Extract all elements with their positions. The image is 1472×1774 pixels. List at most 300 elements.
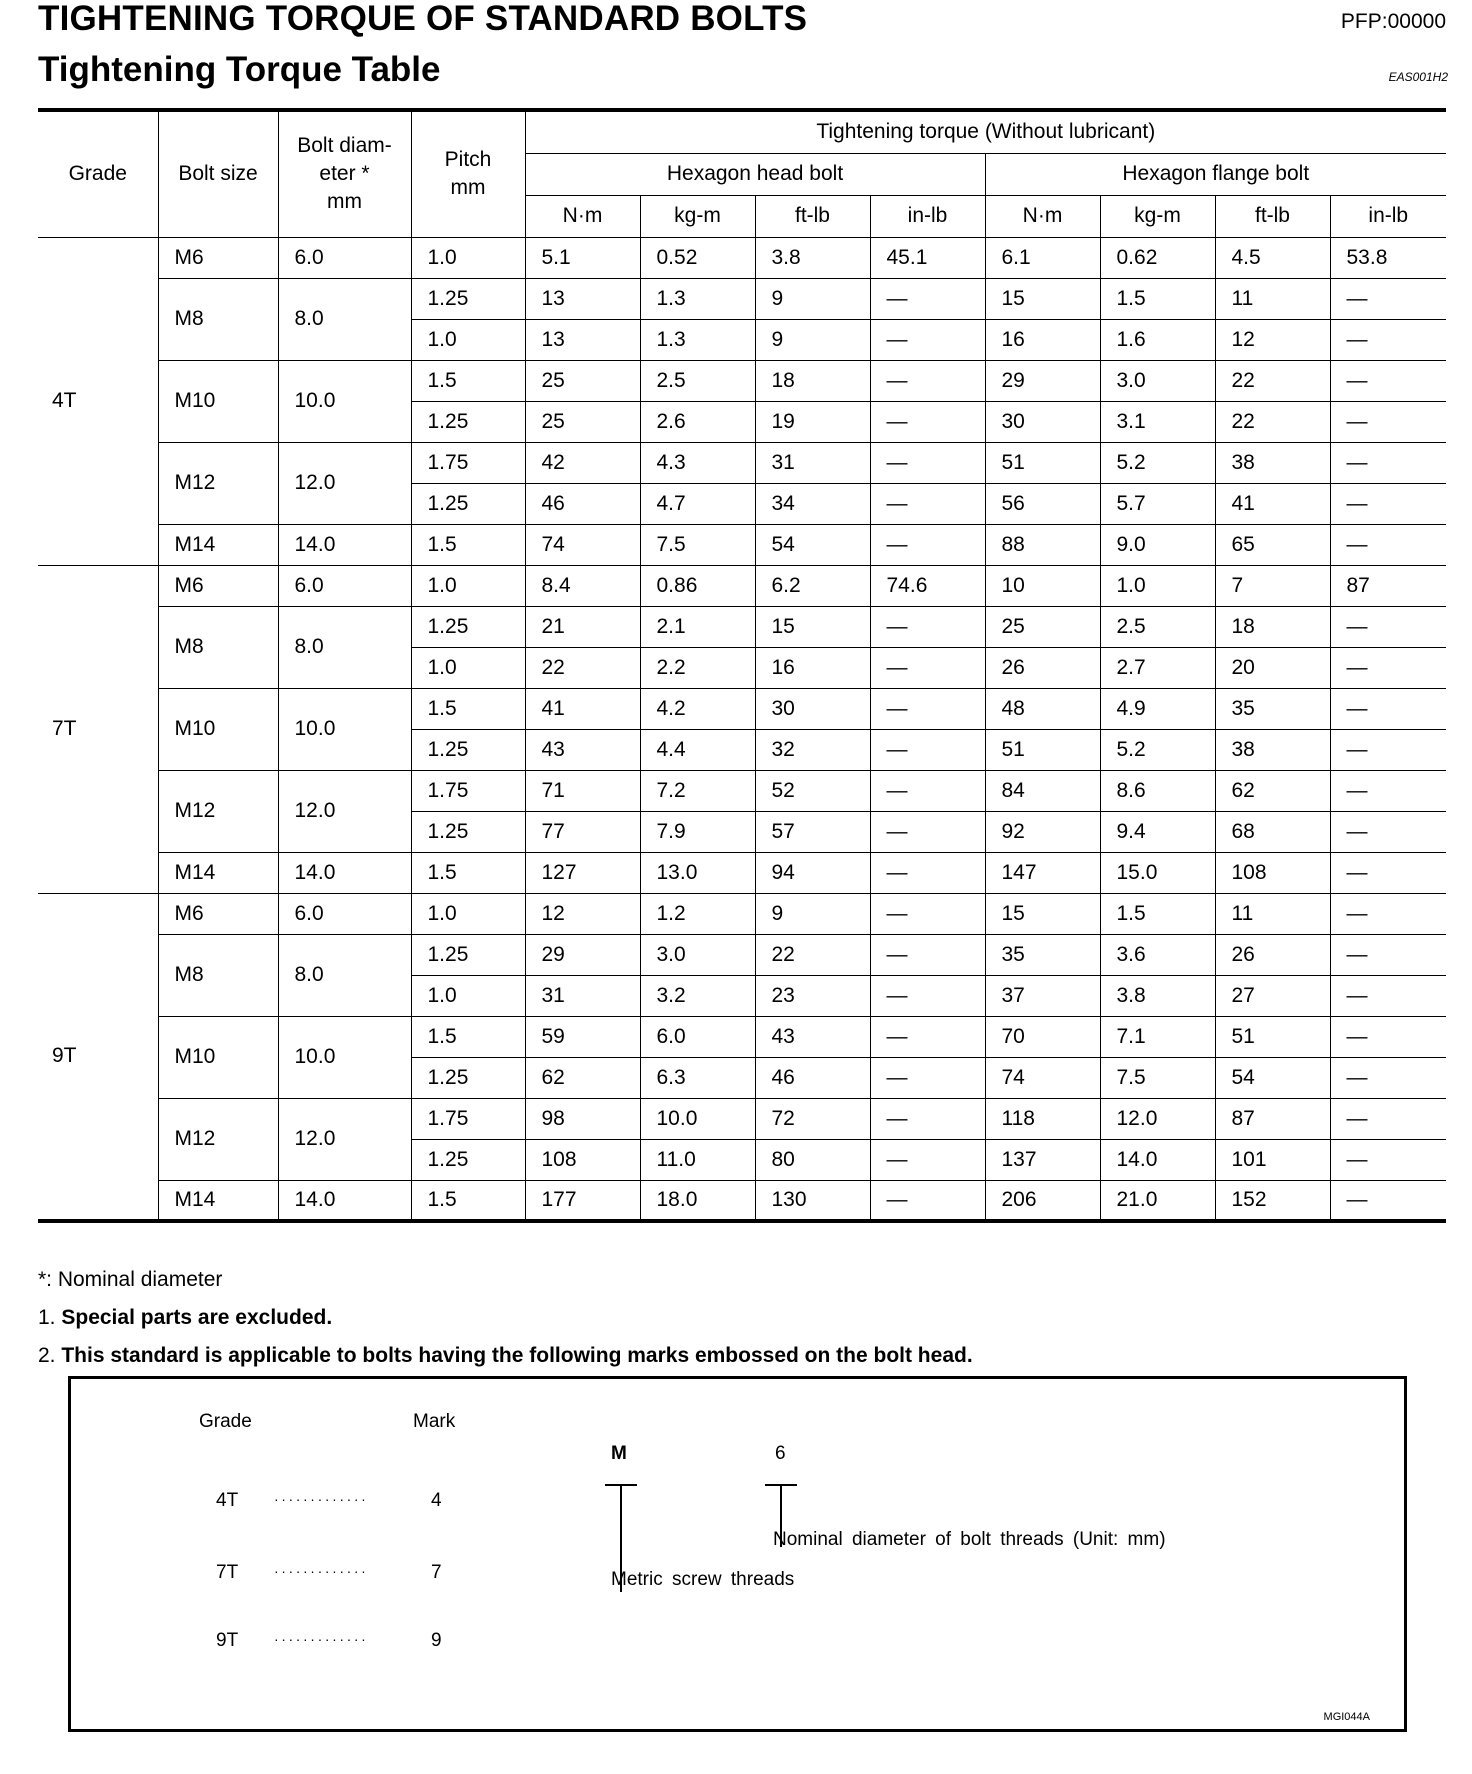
- torque-table-head: [38, 110, 1446, 237]
- torque-value-cell: 16: [755, 647, 870, 688]
- header-bolt-size: Bolt size: [158, 110, 278, 237]
- note-2-number: 2.: [38, 1344, 56, 1367]
- note-2: [38, 1344, 973, 1368]
- torque-value-cell: 74: [985, 1057, 1100, 1098]
- torque-value-cell: 29: [525, 934, 640, 975]
- pitch-cell: 1.25: [411, 401, 525, 442]
- figure-mark-4: 4: [431, 1490, 442, 1511]
- pitch-cell: 1.5: [411, 524, 525, 565]
- torque-value-cell: 25: [525, 360, 640, 401]
- torque-value-cell: 3.6: [1100, 934, 1215, 975]
- table-row: [38, 688, 1446, 729]
- torque-value-cell: 30: [755, 688, 870, 729]
- bolt-size-cell: M6: [158, 565, 278, 606]
- torque-value-cell: 62: [1215, 770, 1330, 811]
- bolt-diameter-cell: 10.0: [278, 1016, 411, 1098]
- pitch-cell: 1.25: [411, 483, 525, 524]
- torque-value-cell: 12: [1215, 319, 1330, 360]
- bolt-size-cell: M10: [158, 360, 278, 442]
- bolt-size-cell: M12: [158, 442, 278, 524]
- torque-value-cell: —: [1330, 688, 1446, 729]
- figure-grade-4t: 4T: [216, 1490, 239, 1511]
- torque-value-cell: 5.2: [1100, 442, 1215, 483]
- torque-value-cell: 11.0: [640, 1139, 755, 1180]
- pitch-cell: 1.25: [411, 1057, 525, 1098]
- torque-value-cell: 15: [755, 606, 870, 647]
- torque-value-cell: 15.0: [1100, 852, 1215, 893]
- bolt-diameter-cell: 8.0: [278, 278, 411, 360]
- torque-value-cell: 35: [985, 934, 1100, 975]
- bolt-diameter-cell: 8.0: [278, 606, 411, 688]
- pitch-cell: 1.0: [411, 893, 525, 934]
- figure-leader-lines: [71, 1379, 1404, 1729]
- torque-value-cell: 9: [755, 278, 870, 319]
- bolt-size-cell: M8: [158, 934, 278, 1016]
- table-row: [38, 524, 1446, 565]
- torque-value-cell: —: [1330, 770, 1446, 811]
- torque-value-cell: 108: [1215, 852, 1330, 893]
- torque-value-cell: —: [1330, 1016, 1446, 1057]
- torque-value-cell: —: [1330, 852, 1446, 893]
- bolt-diameter-cell: 14.0: [278, 524, 411, 565]
- pitch-cell: 1.25: [411, 1139, 525, 1180]
- torque-value-cell: —: [870, 360, 985, 401]
- torque-value-cell: 32: [755, 729, 870, 770]
- torque-value-cell: —: [870, 729, 985, 770]
- torque-value-cell: 2.5: [1100, 606, 1215, 647]
- torque-value-cell: 30: [985, 401, 1100, 442]
- pitch-cell: 1.0: [411, 647, 525, 688]
- pitch-cell: 1.0: [411, 237, 525, 278]
- figure-mark-header: Mark: [413, 1411, 456, 1432]
- grade-cell: 7T: [38, 565, 158, 893]
- torque-value-cell: 1.0: [1100, 565, 1215, 606]
- torque-value-cell: 27: [1215, 975, 1330, 1016]
- torque-value-cell: —: [1330, 1098, 1446, 1139]
- bolt-diameter-cell: 12.0: [278, 1098, 411, 1180]
- torque-value-cell: 51: [1215, 1016, 1330, 1057]
- bolt-size-cell: M8: [158, 606, 278, 688]
- torque-value-cell: 25: [985, 606, 1100, 647]
- torque-value-cell: 51: [985, 442, 1100, 483]
- pitch-cell: 1.5: [411, 852, 525, 893]
- bolt-mark-figure: [68, 1376, 1407, 1732]
- torque-value-cell: 31: [525, 975, 640, 1016]
- torque-value-cell: 3.8: [1100, 975, 1215, 1016]
- torque-value-cell: 57: [755, 811, 870, 852]
- torque-value-cell: 137: [985, 1139, 1100, 1180]
- torque-value-cell: —: [1330, 729, 1446, 770]
- torque-value-cell: 11: [1215, 278, 1330, 319]
- figure-grade-header: Grade: [199, 1411, 252, 1432]
- torque-value-cell: —: [870, 319, 985, 360]
- torque-value-cell: 21: [525, 606, 640, 647]
- torque-value-cell: —: [870, 442, 985, 483]
- torque-value-cell: —: [1330, 975, 1446, 1016]
- torque-value-cell: 10.0: [640, 1098, 755, 1139]
- torque-value-cell: 130: [755, 1180, 870, 1221]
- torque-value-cell: —: [1330, 606, 1446, 647]
- grade-cell: 4T: [38, 237, 158, 565]
- header-unit: ft-lb: [755, 195, 870, 237]
- torque-value-cell: 2.6: [640, 401, 755, 442]
- torque-value-cell: —: [1330, 319, 1446, 360]
- torque-value-cell: 29: [985, 360, 1100, 401]
- pitch-cell: 1.75: [411, 442, 525, 483]
- torque-value-cell: 87: [1215, 1098, 1330, 1139]
- grade-cell: 9T: [38, 893, 158, 1221]
- torque-value-cell: 77: [525, 811, 640, 852]
- torque-value-cell: —: [870, 852, 985, 893]
- bolt-diameter-cell: 10.0: [278, 360, 411, 442]
- torque-value-cell: 0.62: [1100, 237, 1215, 278]
- bolt-size-cell: M6: [158, 237, 278, 278]
- torque-value-cell: 0.52: [640, 237, 755, 278]
- torque-value-cell: 9.0: [1100, 524, 1215, 565]
- note-1-text: Special parts are excluded.: [61, 1306, 333, 1329]
- torque-value-cell: —: [1330, 442, 1446, 483]
- torque-value-cell: 26: [985, 647, 1100, 688]
- torque-value-cell: 22: [1215, 360, 1330, 401]
- torque-value-cell: 12: [525, 893, 640, 934]
- pitch-cell: 1.75: [411, 1098, 525, 1139]
- header-unit: N·m: [525, 195, 640, 237]
- torque-value-cell: 21.0: [1100, 1180, 1215, 1221]
- torque-value-cell: 35: [1215, 688, 1330, 729]
- torque-value-cell: 2.2: [640, 647, 755, 688]
- bolt-size-cell: M6: [158, 893, 278, 934]
- header-bolt-diameter-line1: Bolt diam-: [297, 134, 392, 158]
- torque-value-cell: 15: [985, 278, 1100, 319]
- torque-value-cell: 70: [985, 1016, 1100, 1057]
- torque-value-cell: 84: [985, 770, 1100, 811]
- header-unit: in-lb: [1330, 195, 1446, 237]
- table-row: [38, 1016, 1446, 1057]
- torque-value-cell: 98: [525, 1098, 640, 1139]
- torque-value-cell: 43: [525, 729, 640, 770]
- torque-value-cell: 6.1: [985, 237, 1100, 278]
- figure-leader-dots: ·············: [274, 1563, 369, 1579]
- figure-digit-6: 6: [775, 1443, 786, 1464]
- header-unit: kg-m: [1100, 195, 1215, 237]
- table-row: [38, 606, 1446, 647]
- torque-value-cell: 2.7: [1100, 647, 1215, 688]
- torque-value-cell: 80: [755, 1139, 870, 1180]
- torque-value-cell: —: [870, 278, 985, 319]
- pitch-cell: 1.25: [411, 278, 525, 319]
- torque-value-cell: —: [1330, 893, 1446, 934]
- torque-value-cell: 6.3: [640, 1057, 755, 1098]
- torque-value-cell: 9: [755, 319, 870, 360]
- header-grade: Grade: [38, 110, 158, 237]
- header-bolt-diameter: [278, 110, 411, 237]
- pitch-cell: 1.25: [411, 729, 525, 770]
- torque-value-cell: —: [870, 811, 985, 852]
- bolt-size-cell: M12: [158, 770, 278, 852]
- torque-value-cell: 13: [525, 278, 640, 319]
- torque-value-cell: 41: [525, 688, 640, 729]
- torque-value-cell: —: [870, 975, 985, 1016]
- header-hexagon-flange-bolt: Hexagon flange bolt: [985, 153, 1446, 195]
- torque-value-cell: 22: [755, 934, 870, 975]
- torque-value-cell: 1.2: [640, 893, 755, 934]
- figure-label-metric: Metric screw threads: [611, 1569, 795, 1590]
- torque-value-cell: 43: [755, 1016, 870, 1057]
- bolt-diameter-cell: 14.0: [278, 1180, 411, 1221]
- figure-leader-dots: ·············: [274, 1491, 369, 1507]
- header-unit: ft-lb: [1215, 195, 1330, 237]
- table-row: [38, 852, 1446, 893]
- torque-value-cell: 72: [755, 1098, 870, 1139]
- torque-value-cell: 56: [985, 483, 1100, 524]
- pitch-cell: 1.5: [411, 1016, 525, 1057]
- bolt-diameter-cell: 6.0: [278, 237, 411, 278]
- torque-value-cell: —: [870, 606, 985, 647]
- torque-value-cell: 2.1: [640, 606, 755, 647]
- torque-value-cell: —: [870, 770, 985, 811]
- table-row: [38, 565, 1446, 606]
- torque-value-cell: 4.5: [1215, 237, 1330, 278]
- pitch-cell: 1.0: [411, 565, 525, 606]
- bolt-size-cell: M8: [158, 278, 278, 360]
- torque-value-cell: 16: [985, 319, 1100, 360]
- figure-leader-dots: ·············: [274, 1631, 369, 1647]
- torque-value-cell: 7.5: [1100, 1057, 1215, 1098]
- torque-value-cell: —: [870, 1098, 985, 1139]
- torque-value-cell: 46: [525, 483, 640, 524]
- torque-value-cell: 7.5: [640, 524, 755, 565]
- figure-mark-7: 7: [431, 1562, 442, 1583]
- bolt-diameter-cell: 12.0: [278, 770, 411, 852]
- torque-value-cell: 1.3: [640, 319, 755, 360]
- torque-value-cell: 71: [525, 770, 640, 811]
- torque-value-cell: 127: [525, 852, 640, 893]
- torque-value-cell: 52: [755, 770, 870, 811]
- figure-label-diameter: Nominal diameter of bolt threads (Unit: mm): [773, 1529, 1166, 1550]
- torque-value-cell: 3.2: [640, 975, 755, 1016]
- torque-value-cell: 41: [1215, 483, 1330, 524]
- note-1-number: 1.: [38, 1306, 56, 1329]
- torque-value-cell: 13: [525, 319, 640, 360]
- torque-value-cell: 22: [525, 647, 640, 688]
- torque-value-cell: 3.1: [1100, 401, 1215, 442]
- torque-value-cell: 4.7: [640, 483, 755, 524]
- torque-value-cell: —: [1330, 1057, 1446, 1098]
- bolt-size-cell: M10: [158, 688, 278, 770]
- torque-value-cell: 65: [1215, 524, 1330, 565]
- pitch-cell: 1.0: [411, 319, 525, 360]
- pfp-code: PFP:00000: [1340, 10, 1446, 33]
- torque-value-cell: 68: [1215, 811, 1330, 852]
- torque-value-cell: 1.3: [640, 278, 755, 319]
- torque-value-cell: 14.0: [1100, 1139, 1215, 1180]
- torque-value-cell: 3.8: [755, 237, 870, 278]
- torque-value-cell: —: [1330, 483, 1446, 524]
- torque-value-cell: —: [870, 934, 985, 975]
- table-row: [38, 360, 1446, 401]
- pitch-cell: 1.5: [411, 688, 525, 729]
- pitch-cell: 1.75: [411, 770, 525, 811]
- torque-value-cell: 38: [1215, 729, 1330, 770]
- torque-value-cell: —: [870, 1139, 985, 1180]
- torque-value-cell: —: [870, 893, 985, 934]
- torque-value-cell: 94: [755, 852, 870, 893]
- torque-value-cell: 206: [985, 1180, 1100, 1221]
- figure-mark-9: 9: [431, 1630, 442, 1651]
- torque-value-cell: 177: [525, 1180, 640, 1221]
- table-row: [38, 237, 1446, 278]
- pitch-cell: 1.25: [411, 934, 525, 975]
- pitch-cell: 1.0: [411, 975, 525, 1016]
- torque-value-cell: 31: [755, 442, 870, 483]
- figure-grade-9t: 9T: [216, 1630, 239, 1651]
- torque-value-cell: 38: [1215, 442, 1330, 483]
- torque-table: [38, 108, 1446, 1223]
- bolt-diameter-cell: 14.0: [278, 852, 411, 893]
- torque-value-cell: 152: [1215, 1180, 1330, 1221]
- torque-value-cell: 101: [1215, 1139, 1330, 1180]
- bolt-diameter-cell: 6.0: [278, 893, 411, 934]
- torque-value-cell: 108: [525, 1139, 640, 1180]
- table-row: [38, 893, 1446, 934]
- torque-value-cell: —: [1330, 360, 1446, 401]
- table-row: [38, 1098, 1446, 1139]
- torque-value-cell: 13.0: [640, 852, 755, 893]
- torque-value-cell: —: [1330, 401, 1446, 442]
- table-row: [38, 442, 1446, 483]
- pitch-cell: 1.5: [411, 1180, 525, 1221]
- torque-value-cell: 4.3: [640, 442, 755, 483]
- torque-value-cell: 48: [985, 688, 1100, 729]
- torque-value-cell: 18: [755, 360, 870, 401]
- pitch-cell: 1.25: [411, 606, 525, 647]
- torque-value-cell: 62: [525, 1057, 640, 1098]
- torque-value-cell: 4.4: [640, 729, 755, 770]
- bolt-size-cell: M14: [158, 1180, 278, 1221]
- torque-value-cell: 54: [1215, 1057, 1330, 1098]
- bolt-size-cell: M12: [158, 1098, 278, 1180]
- header-unit: kg-m: [640, 195, 755, 237]
- torque-value-cell: 2.5: [640, 360, 755, 401]
- bolt-diameter-cell: 10.0: [278, 688, 411, 770]
- torque-value-cell: —: [1330, 811, 1446, 852]
- torque-value-cell: 25: [525, 401, 640, 442]
- note-1: [38, 1306, 332, 1330]
- torque-value-cell: —: [1330, 934, 1446, 975]
- torque-value-cell: 6.2: [755, 565, 870, 606]
- torque-value-cell: —: [870, 483, 985, 524]
- torque-value-cell: 7.2: [640, 770, 755, 811]
- header-pitch: [411, 110, 525, 237]
- torque-value-cell: 3.0: [1100, 360, 1215, 401]
- torque-value-cell: 10: [985, 565, 1100, 606]
- torque-value-cell: 37: [985, 975, 1100, 1016]
- torque-value-cell: —: [1330, 647, 1446, 688]
- pitch-cell: 1.25: [411, 811, 525, 852]
- torque-value-cell: 34: [755, 483, 870, 524]
- bolt-diameter-cell: 6.0: [278, 565, 411, 606]
- bolt-size-cell: M10: [158, 1016, 278, 1098]
- torque-value-cell: 9.4: [1100, 811, 1215, 852]
- torque-value-cell: 15: [985, 893, 1100, 934]
- header-unit: in-lb: [870, 195, 985, 237]
- table-row: [38, 770, 1446, 811]
- header-hexagon-head-bolt: Hexagon head bolt: [525, 153, 985, 195]
- table-row: [38, 278, 1446, 319]
- torque-value-cell: 19: [755, 401, 870, 442]
- torque-value-cell: 92: [985, 811, 1100, 852]
- bolt-size-cell: M14: [158, 524, 278, 565]
- torque-value-cell: 12.0: [1100, 1098, 1215, 1139]
- header-unit: N·m: [985, 195, 1100, 237]
- torque-value-cell: 118: [985, 1098, 1100, 1139]
- torque-value-cell: 3.0: [640, 934, 755, 975]
- note-2-text: This standard is applicable to bolts having the following marks embossed on the bolt head.: [61, 1344, 973, 1367]
- torque-value-cell: 4.9: [1100, 688, 1215, 729]
- torque-value-cell: 7.1: [1100, 1016, 1215, 1057]
- torque-value-cell: 74: [525, 524, 640, 565]
- torque-value-cell: —: [870, 1180, 985, 1221]
- figure-code: MGI044A: [1323, 1711, 1370, 1723]
- torque-table-body: [38, 237, 1446, 1221]
- header-pitch-line1: Pitch: [444, 148, 492, 172]
- torque-value-cell: 46: [755, 1057, 870, 1098]
- torque-value-cell: 22: [1215, 401, 1330, 442]
- section-title: Tightening Torque Table: [38, 50, 441, 89]
- torque-value-cell: —: [1330, 1139, 1446, 1180]
- bolt-diameter-cell: 12.0: [278, 442, 411, 524]
- torque-value-cell: —: [870, 688, 985, 729]
- header-tightening-torque: Tightening torque (Without lubricant): [525, 110, 1446, 153]
- torque-value-cell: 53.8: [1330, 237, 1446, 278]
- torque-value-cell: 4.2: [640, 688, 755, 729]
- header-bolt-diameter-line2: eter *: [319, 162, 370, 186]
- torque-value-cell: 1.6: [1100, 319, 1215, 360]
- torque-value-cell: 9: [755, 893, 870, 934]
- torque-value-cell: —: [870, 401, 985, 442]
- torque-value-cell: 5.2: [1100, 729, 1215, 770]
- torque-value-cell: 87: [1330, 565, 1446, 606]
- bolt-size-cell: M14: [158, 852, 278, 893]
- torque-value-cell: 1.5: [1100, 278, 1215, 319]
- torque-value-cell: 54: [755, 524, 870, 565]
- bolt-diameter-cell: 8.0: [278, 934, 411, 1016]
- torque-value-cell: 42: [525, 442, 640, 483]
- torque-value-cell: 26: [1215, 934, 1330, 975]
- pitch-cell: 1.5: [411, 360, 525, 401]
- table-row: [38, 1180, 1446, 1221]
- torque-value-cell: 8.6: [1100, 770, 1215, 811]
- header-bolt-diameter-line3: mm: [327, 190, 362, 214]
- torque-value-cell: —: [1330, 278, 1446, 319]
- torque-value-cell: 59: [525, 1016, 640, 1057]
- torque-value-cell: 7: [1215, 565, 1330, 606]
- torque-value-cell: 45.1: [870, 237, 985, 278]
- torque-value-cell: 147: [985, 852, 1100, 893]
- torque-value-cell: —: [870, 1057, 985, 1098]
- footnote: *: Nominal diameter: [38, 1268, 223, 1291]
- torque-value-cell: 1.5: [1100, 893, 1215, 934]
- table-row: [38, 934, 1446, 975]
- torque-value-cell: —: [870, 647, 985, 688]
- torque-value-cell: 8.4: [525, 565, 640, 606]
- figure-grade-7t: 7T: [216, 1562, 239, 1583]
- torque-value-cell: 51: [985, 729, 1100, 770]
- torque-value-cell: 88: [985, 524, 1100, 565]
- torque-value-cell: 20: [1215, 647, 1330, 688]
- torque-value-cell: 7.9: [640, 811, 755, 852]
- page-title: TIGHTENING TORQUE OF STANDARD BOLTS: [38, 0, 808, 38]
